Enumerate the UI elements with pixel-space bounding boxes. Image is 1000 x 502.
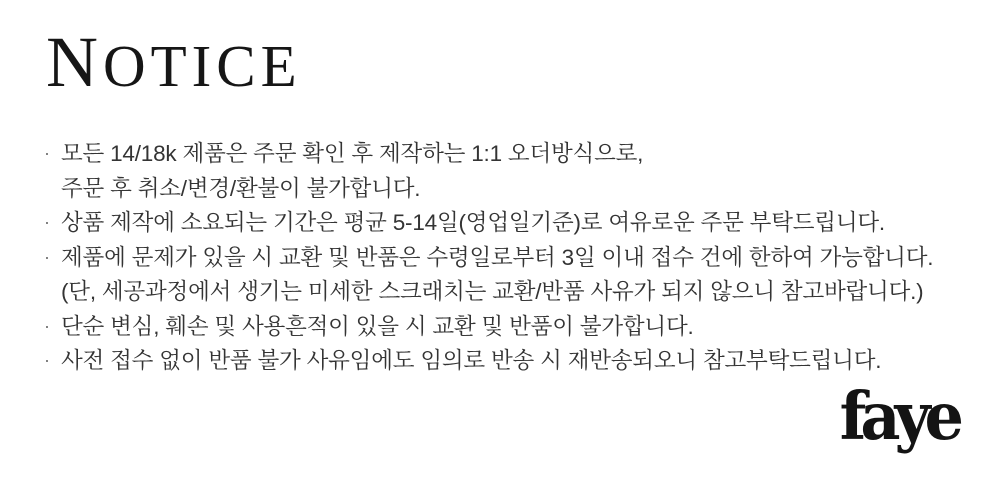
notice-item	[44, 310, 984, 345]
notice-line-text: 주문 후 취소/변경/환불이 불가합니다.	[61, 175, 421, 201]
notice-list	[44, 137, 984, 379]
notice-item	[44, 241, 984, 276]
bullet-dot-icon: ·	[44, 350, 50, 370]
notice-item	[44, 206, 984, 241]
bullet-dot-icon: ·	[44, 143, 50, 163]
notice-item-continuation	[44, 275, 984, 310]
notice-item-continuation	[44, 172, 984, 207]
brand-logo: faye	[839, 378, 958, 455]
title-rest: OTICE	[103, 33, 302, 99]
bullet-dot-icon: ·	[44, 212, 50, 232]
notice-line-text: 모든 14/18k 제품은 주문 확인 후 제작하는 1:1 오더방식으로,	[61, 141, 644, 166]
notice-line-text: 제품에 문제가 있을 시 교환 및 반품은 수령일로부터 3일 이내 접수 건에 한하여 가능합니다.	[61, 244, 934, 270]
title-initial: N	[46, 22, 103, 102]
page-title	[46, 22, 302, 102]
bullet-dot-icon: ·	[44, 315, 50, 336]
bullet-dot-icon: ·	[44, 246, 50, 267]
notice-item	[44, 137, 984, 172]
notice-line-text: 사전 접수 없이 반품 불가 사유임에도 임의로 반송 시 재반송되오니 참고부탁드립니다.	[61, 348, 882, 373]
notice-line-text: 상품 제작에 소요되는 기간은 평균 5-14일(영업일기준)로 여유로운 주문 부탁드립니다.	[61, 210, 885, 235]
notice-item	[44, 344, 984, 379]
notice-line-text: 단순 변심, 훼손 및 사용흔적이 있을 시 교환 및 반품이 불가합니다.	[61, 313, 694, 339]
notice-line-text: (단, 세공과정에서 생기는 미세한 스크래치는 교환/반품 사유가 되지 않으니 참고바랍니다.)	[61, 279, 924, 304]
